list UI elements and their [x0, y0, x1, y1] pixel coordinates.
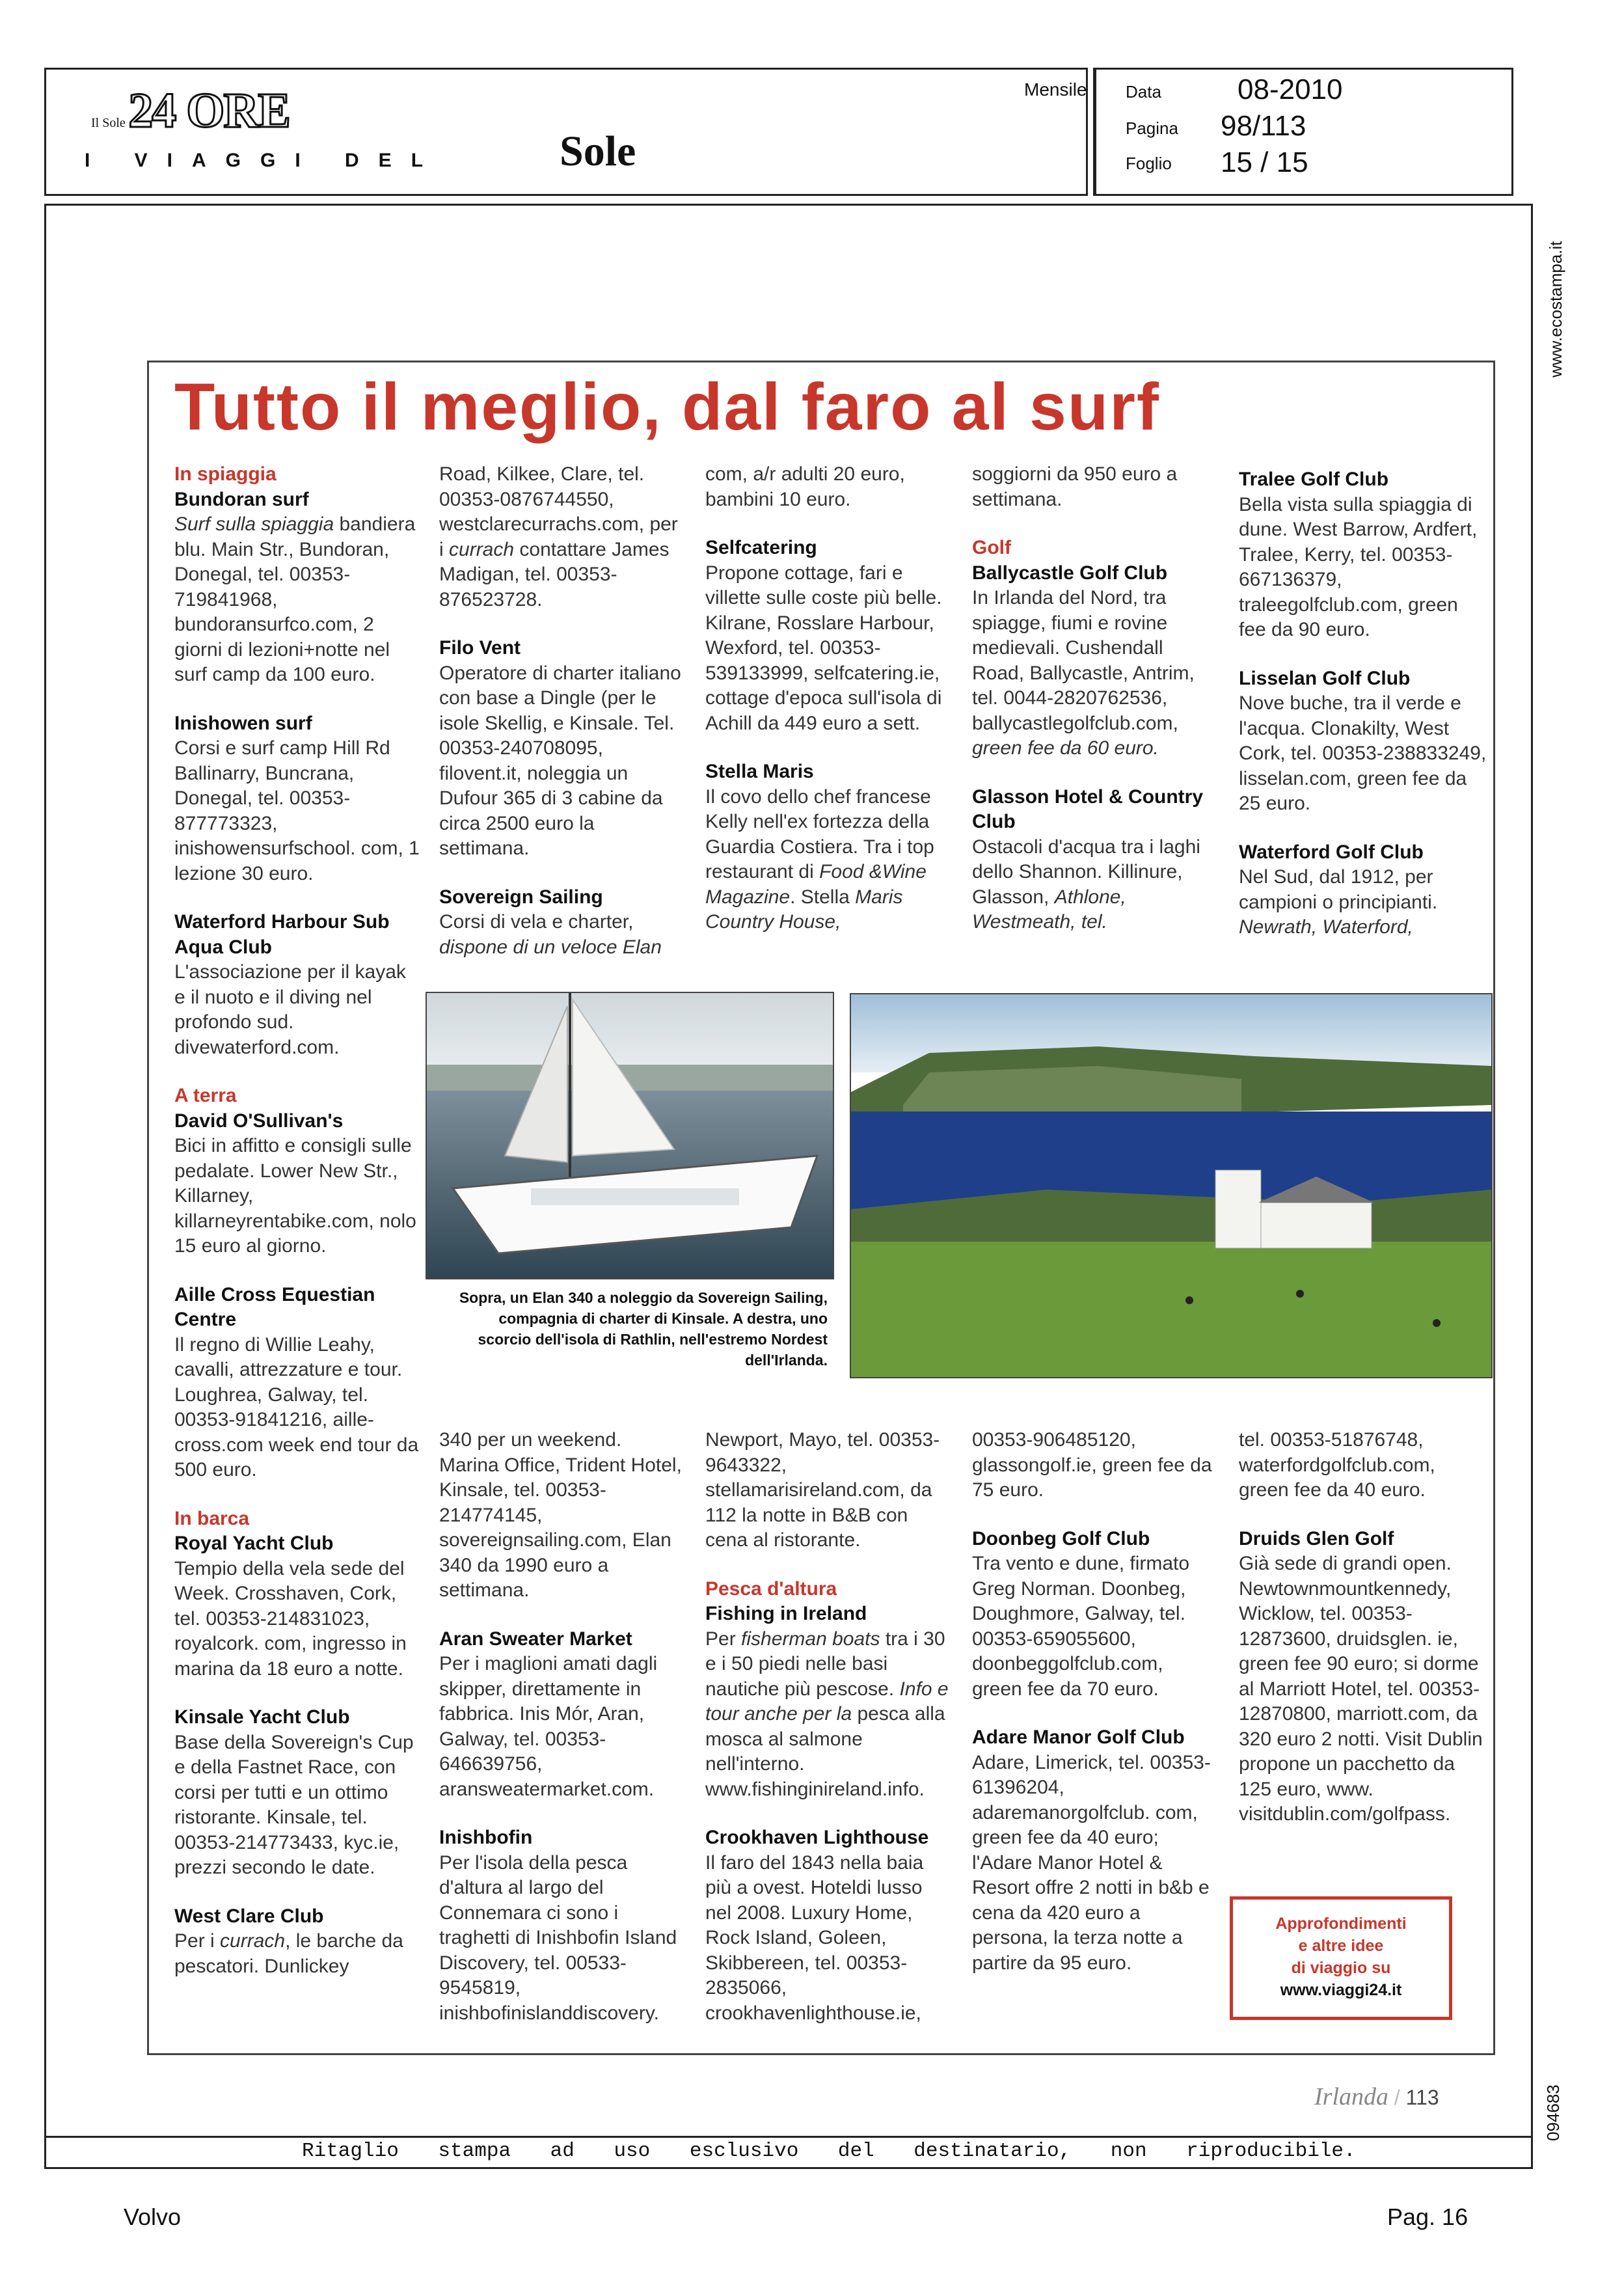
- entry-name: Waterford Golf Club: [1239, 841, 1424, 863]
- entry-name: Doonbeg Golf Club: [972, 1527, 1150, 1549]
- entry-body: soggiorni da 950 euro a settimana.: [972, 463, 1178, 510]
- entry-name: Fishing in Ireland: [705, 1603, 867, 1624]
- masthead-viaggi: I VIAGGI DEL: [85, 150, 443, 171]
- entry-body: Tra vento e dune, firmato Greg Norman. Doonbeg, Doughmore, Galway, tel. 00353-659055600, doonbeggolfclub.com, green fee da 70 euro.: [972, 1553, 1190, 1700]
- entry-name: Aille Cross Equestian Centre: [174, 1283, 375, 1330]
- foglio-label: Foglio: [1126, 154, 1172, 173]
- bottom-right-label: Pag. 16: [1387, 2204, 1468, 2230]
- brand-number: 24 ORE: [128, 83, 290, 138]
- entry-body: Ostacoli d'acqua tra i laghi dello Shannon. Killinure, Glasson,: [972, 836, 1200, 908]
- entry-name: Stella Maris: [705, 761, 814, 782]
- entry-italic: Newrath, Waterford,: [1239, 916, 1413, 938]
- entry-body: bandiera blu. Main Str., Bundoran, Donegal, tel. 00353-719841968, bundoransurfco.com, 2 giorni di lezioni+notte nel surf camp da 100 euro.: [174, 513, 416, 685]
- side-url: www.ecostampa.it: [1546, 241, 1565, 377]
- entry-body: Nove buche, tra il verde e l'acqua. Clonakilty, West Cork, tel. 00353-238833249, lisselan.com, green fee da 25 euro.: [1239, 692, 1487, 814]
- data-value: 08-2010: [1238, 74, 1343, 105]
- masthead-sole: Sole: [560, 128, 636, 175]
- entry-body: com, a/r adulti 20 euro, bambini 10 euro.: [705, 463, 905, 510]
- entry-body: tel. 00353-51876748, waterfordgolfclub.com, green fee da 40 euro.: [1239, 1429, 1435, 1501]
- photo-sailboat: [426, 992, 834, 1279]
- entry-name: Aran Sweater Market: [439, 1628, 632, 1650]
- entry-name: Lisselan Golf Club: [1239, 667, 1411, 689]
- column-3-bottom: [705, 1428, 951, 2049]
- section-in-spiaggia: In spiaggia: [174, 463, 277, 485]
- section-pesca-altura: Pesca d'altura: [705, 1577, 837, 1600]
- promo-line: e altre idee: [1298, 1937, 1384, 1955]
- entry-body: per i: [439, 513, 678, 560]
- column-2-bottom: [439, 1428, 685, 2049]
- photo-caption: Sopra, un Elan 340 a noleggio da Sovereign Sailing, compagnia di charter di Kinsale. A destra, uno scorcio dell'isola di Rathlin, nell'estremo Nordest dell'Irlanda.: [459, 1289, 828, 1369]
- entry-body: Corsi di vela e charter,: [439, 911, 634, 933]
- entry-body: Bici in affitto e consigli sulle pedalate. Lower New Str., Killarney, killarneyrentabike.com, nolo 15 euro al giorno.: [174, 1135, 416, 1257]
- entry-italic: currach: [449, 538, 515, 560]
- sailboat-illustration: [427, 993, 833, 1278]
- entry-body: Bella vista sulla spiaggia di dune. West Barrow, Ardfert, Tralee, Kerry, tel. 00353-667136379, traleegolfclub.com, green fee da 90 euro.: [1239, 493, 1478, 640]
- entry-name: David O'Sullivan's: [174, 1110, 344, 1132]
- folio-number: 113: [1405, 2086, 1439, 2109]
- entry-italic: green fee da 60 euro.: [972, 737, 1159, 759]
- entry-italic: Food &Wine Magazine: [705, 861, 927, 908]
- footer-notice: Ritaglio stampa ad uso esclusivo del destinatario, non riproducibile.: [302, 2140, 1356, 2163]
- entry-body: . Stella: [790, 886, 850, 908]
- frequency: Mensile: [1024, 79, 1087, 100]
- meta-divider: [1094, 68, 1102, 196]
- promo-line: Approfondimenti: [1275, 1915, 1407, 1933]
- entry-body: Per l'isola della pesca d'altura al largo del Connemara ci sono i traghetti di Inishbofin Island Discovery, tel. 00533-9545819, inishbofinislanddiscovery.: [439, 1851, 677, 2024]
- column-5-top: [1239, 467, 1490, 964]
- entry-italic: Surf sulla spiaggia: [174, 513, 334, 535]
- entry-body: Il covo dello chef francese Kelly nell'ex fortezza della Guardia Costiera. Tra i top restaurant di: [705, 785, 934, 882]
- column-4-top: [972, 462, 1218, 959]
- photo-rathlin: [850, 993, 1493, 1378]
- entry-italic: dispone di un veloce Elan: [439, 936, 662, 958]
- entry-body: pesca alla mosca al salmone nell'interno. www.fishinginireland.info.: [705, 1703, 945, 1800]
- entry-body: tra i 30 e i 50 piedi nelle basi nautiche più pescose.: [705, 1628, 945, 1700]
- entry-name: Bundoran surf: [174, 488, 309, 510]
- entry-name: Selfcatering: [705, 537, 817, 558]
- entry-name: Inishbofin: [439, 1827, 533, 1848]
- entry-body: Per i maglioni amati dagli skipper, direttamente in fabbrica. Inis Mór, Aran, Galway, tel. 00353-646639756, aransweatermarket.com.: [439, 1653, 658, 1800]
- column-3-top: [705, 462, 951, 959]
- column-1: [174, 462, 420, 2002]
- promo-link[interactable]: www.viaggi24.it: [1280, 1981, 1402, 1999]
- entry-body: Newport, Mayo, tel. 00353-9643322, stellamarisireland.com, da 112 la notte in B&B con cena al ristorante.: [705, 1429, 940, 1551]
- data-label: Data: [1126, 82, 1161, 102]
- pagina-label: Pagina: [1126, 118, 1178, 138]
- pagina-value: 98/113: [1221, 110, 1306, 142]
- side-code: 094683: [1543, 2084, 1563, 2141]
- column-2-top: [439, 462, 685, 983]
- entry-body: Propone cottage, fari e villette sulle coste più belle. Kilrane, Rosslare Harbour, Wexford, tel. 00353-539133999, selfcatering.ie, cottage d'epoca sull'isola di Achill da 449 euro a sett.: [705, 562, 942, 734]
- entry-body: contattare James Madigan, tel. 00353-876523728.: [439, 538, 670, 610]
- entry-body: L'associazione per il kayak e il nuoto e il diving nel profondo sud. divewaterford.com.: [174, 961, 406, 1058]
- bottom-left-label: Volvo: [124, 2204, 182, 2230]
- entry-body: Corsi e surf camp Hill Rd Ballinarry, Buncrana, Donegal, tel. 00353-877773323, inishowensurfschool. com, 1 lezione 30 euro.: [174, 737, 420, 884]
- entry-body: 340 per un weekend. Marina Office, Trident Hotel, Kinsale, tel. 00353-214774145, sovereignsailing.com, Elan 340 da 1990 euro a settimana.: [439, 1429, 682, 1601]
- brand-small: Il Sole: [91, 116, 126, 130]
- masthead-logo: [91, 83, 290, 138]
- entry-body: Per i: [174, 1930, 215, 1952]
- entry-name: Glasson Hotel & Country Club: [972, 785, 1204, 832]
- entry-italic: currach: [220, 1930, 286, 1952]
- entry-name: Ballycastle Golf Club: [972, 562, 1168, 584]
- rathlin-illustration: [851, 994, 1491, 1377]
- entry-name: Tralee Golf Club: [1239, 469, 1389, 490]
- column-4-bottom: [972, 1428, 1218, 1999]
- entry-name: Filo Vent: [439, 637, 521, 659]
- entry-body: Adare, Limerick, tel. 00353-61396204, adaremanorgolfclub. com, green fee da 40 euro; l'Adare Manor Hotel & Resort offre 2 notti in b&b e cena da 420 euro a persona, la terza notte a partire da 95 euro.: [972, 1751, 1211, 1974]
- folio-divider: /: [1394, 2086, 1400, 2109]
- entry-italic: fisherman boats: [741, 1628, 880, 1650]
- entry-name: Druids Glen Golf: [1239, 1527, 1394, 1549]
- entry-body: Road, Kilkee, Clare, tel. 00353-0876744550, westclarecurrachs.com,: [439, 463, 645, 535]
- section-golf: Golf: [972, 537, 1011, 558]
- entry-body: , le barche da pescatori. Dunlickey: [174, 1930, 403, 1977]
- entry-body: Nel Sud, dal 1912, per campioni o principianti.: [1239, 866, 1438, 913]
- entry-name: Royal Yacht Club: [174, 1533, 334, 1554]
- folio: [1314, 2082, 1439, 2111]
- entry-name: Crookhaven Lighthouse: [705, 1827, 929, 1848]
- entry-body: Operatore di charter italiano con base a Dingle (per le isole Skellig, e Kinsale. Tel. 00353-240708095, filovent.it, noleggia un Dufour 365 di 3 cabine da circa 2500 euro la settimana.: [439, 662, 681, 859]
- entry-italic: Athlone, Westmeath, tel.: [972, 886, 1126, 933]
- entry-name: Inishowen surf: [174, 712, 312, 734]
- entry-name: Waterford Harbour Sub Aqua Club: [174, 911, 390, 958]
- section-in-barca: In barca: [174, 1507, 250, 1529]
- entry-name: Sovereign Sailing: [439, 886, 603, 908]
- entry-body: Già sede di grandi open. Newtownmountkennedy, Wicklow, tel. 00353-12873600, druidsglen. ie, green fee 90 euro; si dorme al Marriott Hotel, tel. 00353-12870800, marriott.com, da 320 euro 2 notti. Visit Dublin propone un pacchetto da 125 euro, www. visitdublin.com/golfpass.: [1239, 1553, 1483, 1825]
- entry-body: Tempio della vela sede del Week. Crosshaven, Cork, tel. 00353-214831023, royalcork. com, ingresso in marina da 18 euro a notte.: [174, 1557, 407, 1680]
- entry-body: In Irlanda del Nord, tra spiagge, fiumi e rovine medievali. Cushendall Road, Ballycastle, Antrim, tel. 0044-2820762536, ballycastlegolfclub.com,: [972, 587, 1195, 734]
- entry-name: Adare Manor Golf Club: [972, 1726, 1185, 1748]
- entry-italic: Maris Country House,: [705, 886, 903, 933]
- entry-body: Base della Sovereign's Cup e della Fastnet Race, con corsi per tutti e un ottimo ristorante. Kinsale, tel. 00353-214773433, kyc.ie, prezzi secondo le date.: [174, 1731, 414, 1878]
- entry-body: Il faro del 1843 nella baia più a ovest. Hoteldi lusso nel 2008. Luxury Home, Rock Island, Goleen, Skibbereen, tel. 00353-2835066, crookhavenlighthouse.ie,: [705, 1851, 924, 2024]
- article-title: Tutto il meglio, dal faro al surf: [174, 370, 1160, 444]
- footer-divider: [44, 2136, 1533, 2138]
- entry-name: West Clare Club: [174, 1905, 324, 1927]
- folio-script: Irlanda: [1314, 2083, 1388, 2110]
- entry-body: Per: [705, 1628, 736, 1650]
- column-5-bottom: [1239, 1428, 1490, 1851]
- section-a-terra: A terra: [174, 1085, 237, 1106]
- entry-body: Il regno di Willie Leahy, cavalli, attrezzature e tour. Loughrea, Galway, tel. 00353-91841216, aille-cross.com week end tour da 500 euro.: [174, 1333, 419, 1481]
- promo-line: di viaggio su: [1291, 1959, 1391, 1977]
- entry-name: Kinsale Yacht Club: [174, 1706, 350, 1728]
- entry-body: 00353-906485120, glassongolf.ie, green fee da 75 euro.: [972, 1429, 1212, 1501]
- entry-italic: Info e tour anche per la: [705, 1678, 949, 1725]
- promo-box: [1230, 1896, 1452, 2020]
- foglio-value: 15 / 15: [1221, 146, 1308, 178]
